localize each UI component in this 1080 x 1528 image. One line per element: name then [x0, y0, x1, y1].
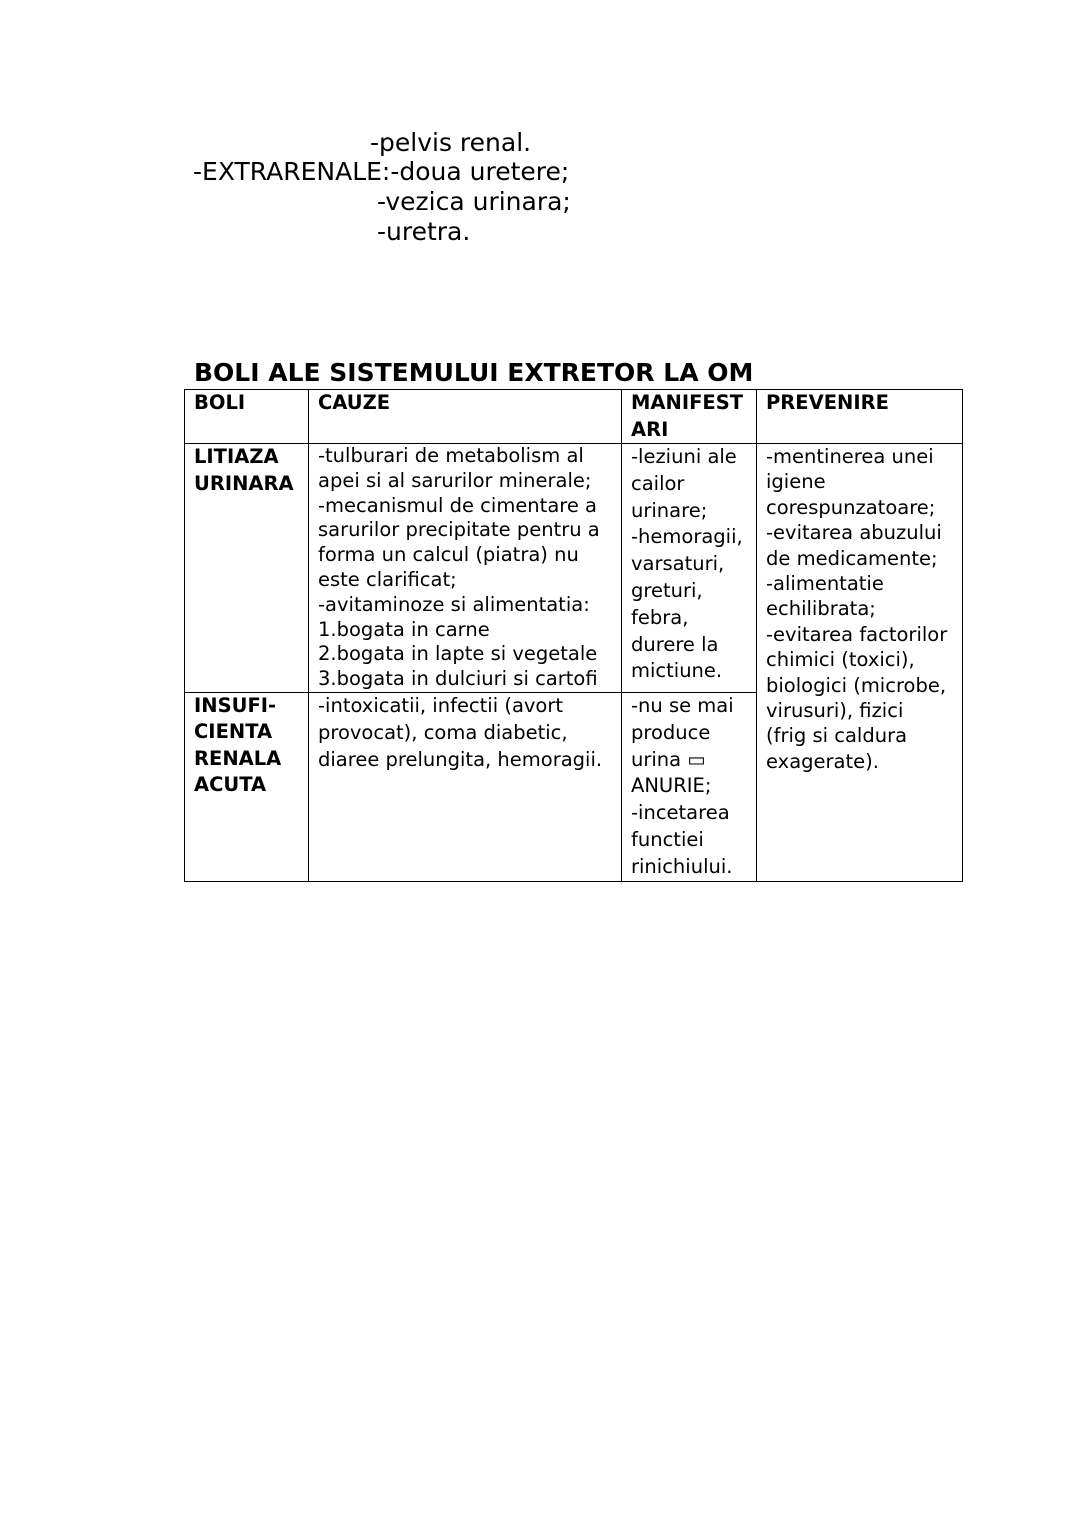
intro-line-extrarenale: -EXTRARENALE:-doua uretere; — [193, 157, 570, 186]
header-prevenire: PREVENIRE — [757, 390, 963, 444]
intro-line-uretra: -uretra. — [377, 217, 471, 246]
prevenire-cell: -mentinerea unei igiene corespunzatoare; -evitarea abuzului de medicamente; -alimentatie echilibrata; -evitarea factorilor chimici (toxici), biologici (microbe, virusuri), fizici (frig si caldura exagerate). — [757, 444, 963, 882]
diseases-table — [184, 389, 963, 882]
table-header-row — [185, 390, 963, 444]
header-manifestari: MANIFEST ARI — [622, 390, 757, 444]
row-insuficienta-boala: INSUFI- CIENTA RENALA ACUTA — [185, 692, 309, 881]
intro-line-pelvis: -pelvis renal. — [370, 128, 532, 157]
row-insuficienta-cauze: -intoxicatii, infectii (avort provocat), coma diabetic, diaree prelungita, hemoragii. — [309, 692, 622, 881]
intro-line-vezica: -vezica urinara; — [377, 187, 571, 216]
row-litiaza-cauze: -tulburari de metabolism al apei si al sarurilor minerale; -mecanismul de cimentare a sarurilor precipitate pentru a forma un calcul (piatra) nu este clarificat; -avitaminoze si alimentatia: 1.bogata in carne 2.bogata in lapte si vegetale 3.bogata in dulciuri si cartofi — [309, 444, 622, 693]
header-boli: BOLI — [185, 390, 309, 444]
row-litiaza-boala: LITIAZA URINARA — [185, 444, 309, 693]
header-cauze: CAUZE — [309, 390, 622, 444]
row-insuficienta-manifestari: -nu se mai produce urina ▭ ANURIE; -incetarea functiei rinichiului. — [622, 692, 757, 881]
section-title: BOLI ALE SISTEMULUI EXTRETOR LA OM — [194, 358, 754, 387]
table-row — [185, 444, 963, 693]
row-litiaza-manifestari: -leziuni ale cailor urinare; -hemoragii, varsaturi, greturi, febra, durere la mictiune. — [622, 444, 757, 693]
